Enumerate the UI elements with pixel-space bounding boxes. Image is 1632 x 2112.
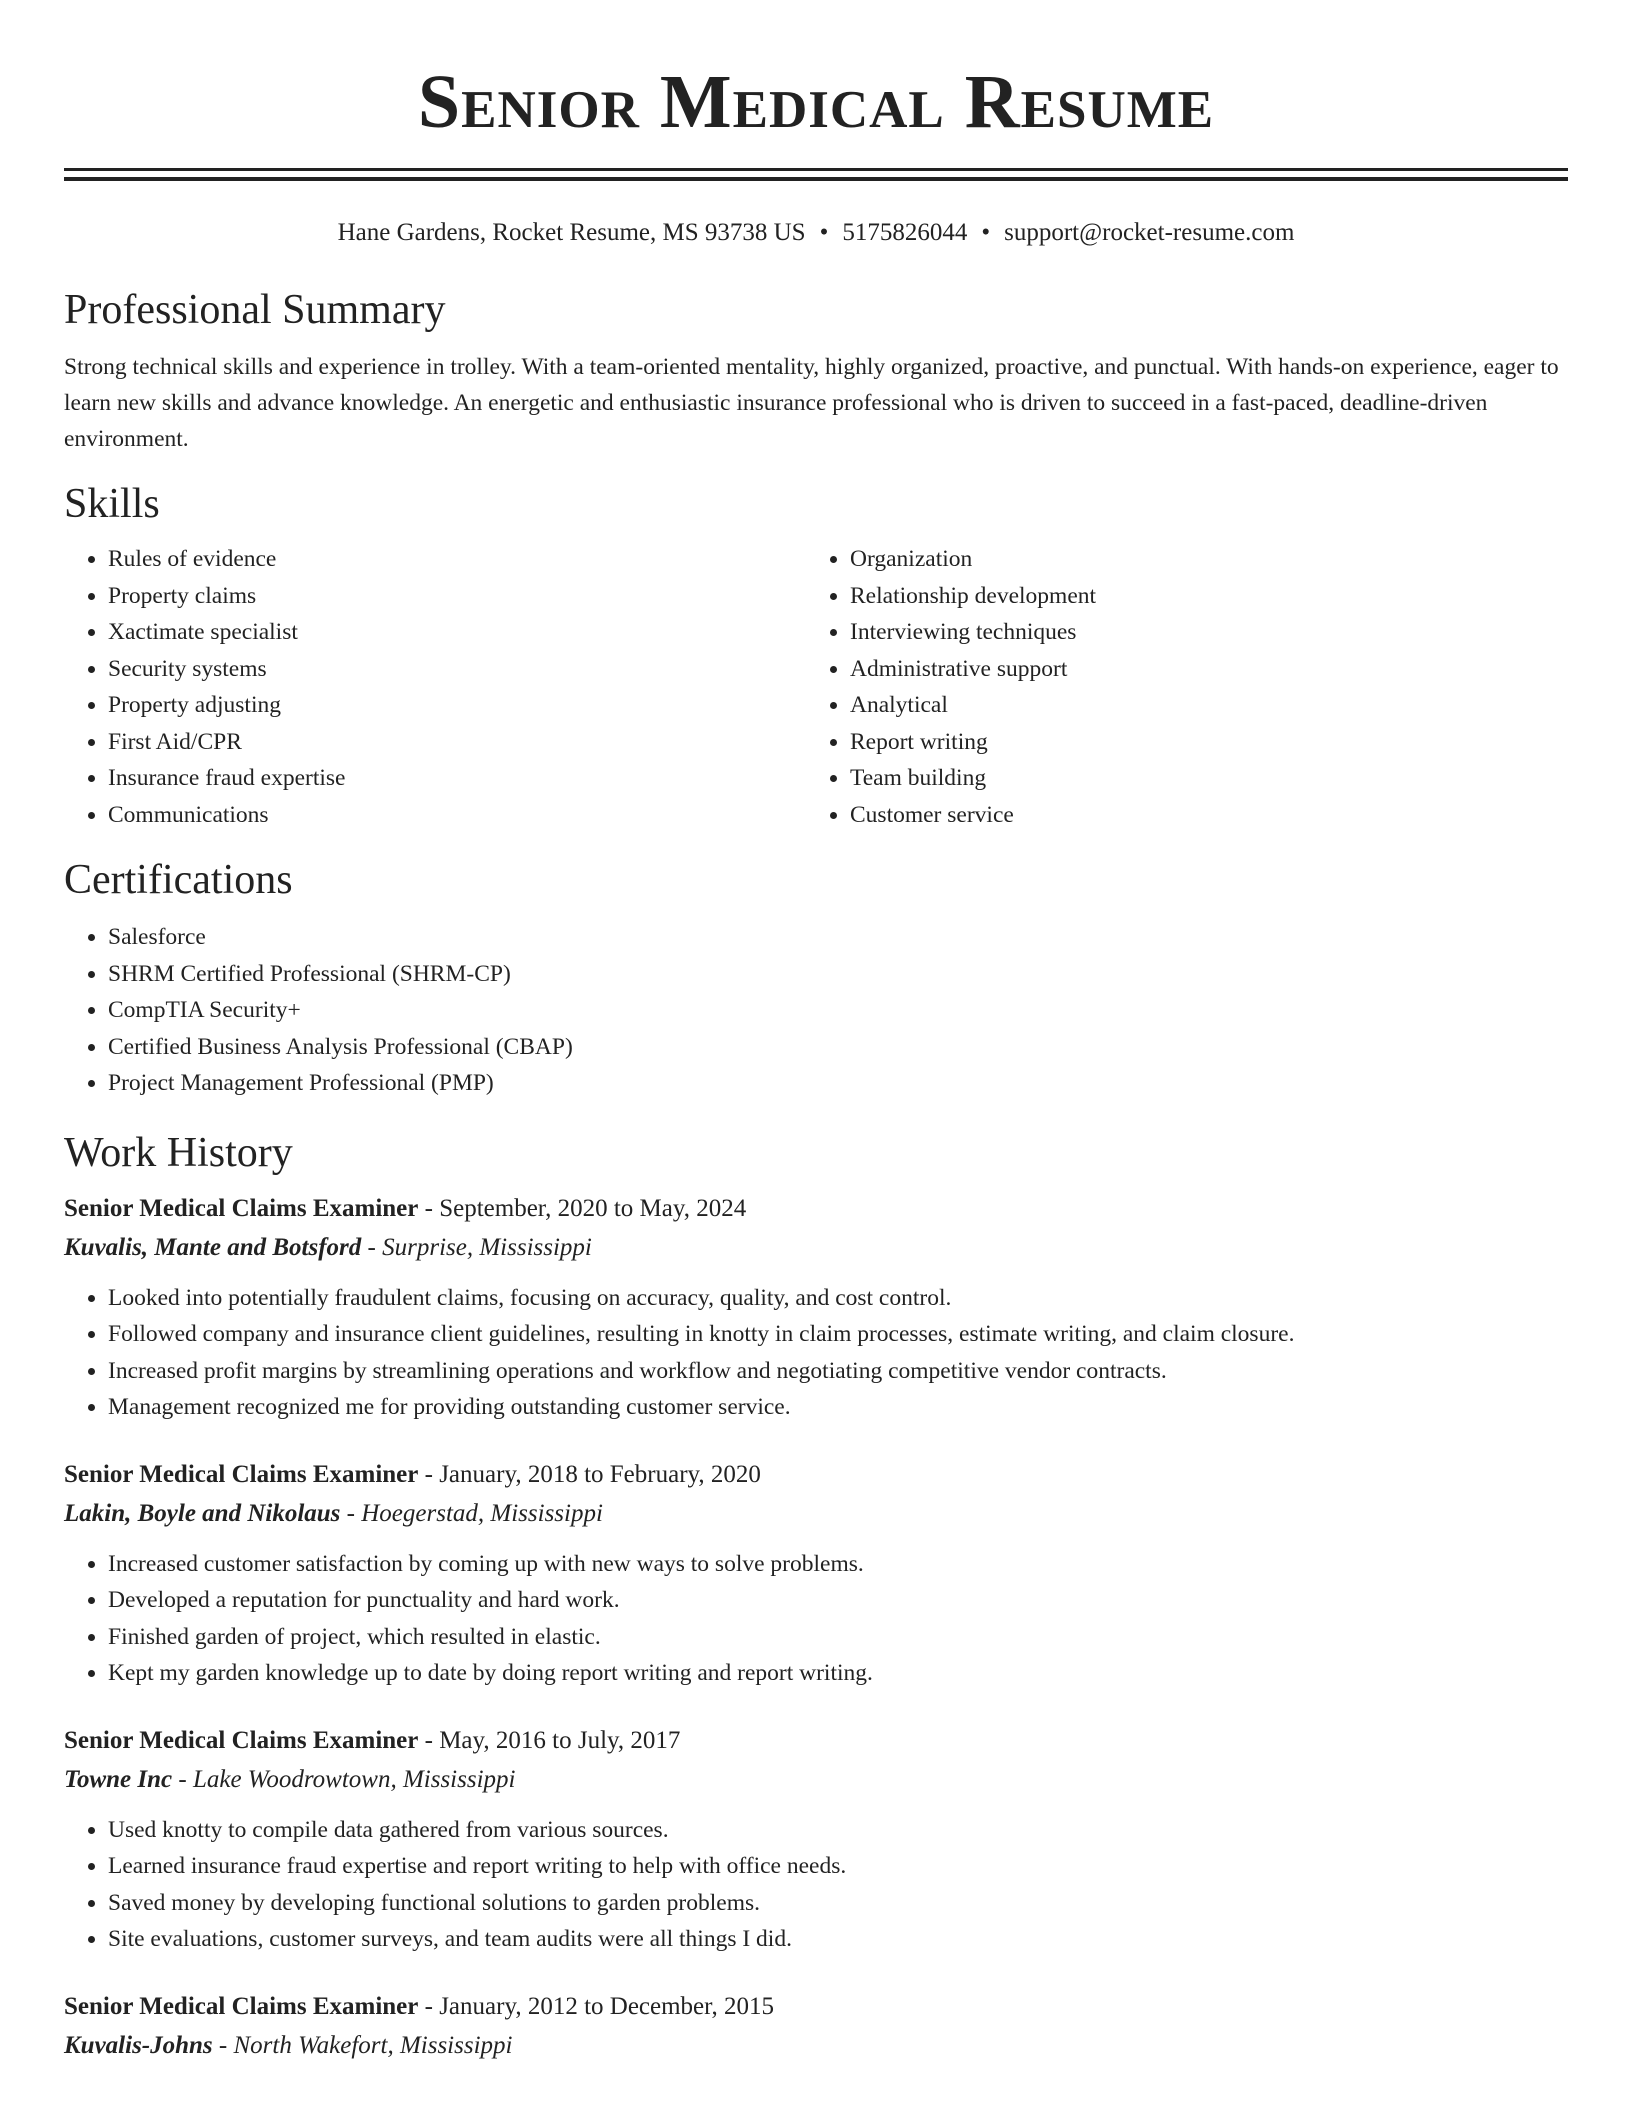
certification-item: • CompTIA Security+ [108, 992, 1568, 1029]
skill-item: • First Aid/CPR [108, 724, 806, 761]
job-title: Senior Medical Claims Examiner [64, 1726, 419, 1754]
job-location: - Surprise, Mississippi [367, 1233, 592, 1261]
job-heading [64, 1190, 1568, 1228]
contact-line [64, 217, 1568, 249]
job-bullet: • Developed a reputation for punctuality and hard work. [108, 1582, 1568, 1619]
skill-item: • Property claims [108, 578, 806, 615]
job-title: Senior Medical Claims Examiner [64, 1992, 419, 2020]
skill-item: • Customer service [850, 797, 1548, 834]
job-company: Lakin, Boyle and Nikolaus [64, 1499, 341, 1527]
job-entry [64, 1456, 1568, 1692]
job-bullet: • Site evaluations, customer surveys, and team audits were all things I did. [108, 1921, 1568, 1958]
skill-item: • Property adjusting [108, 687, 806, 724]
job-dates: - May, 2016 to July, 2017 [424, 1726, 681, 1754]
job-dates: - January, 2012 to December, 2015 [424, 1992, 774, 2020]
job-bullet: • Kept my garden knowledge up to date by doing report writing and report writing. [108, 1655, 1568, 1692]
certification-item: • Certified Business Analysis Professional (CBAP) [108, 1029, 1568, 1066]
job-entry [64, 1988, 1568, 2066]
skill-item: • Interviewing techniques [850, 614, 1548, 651]
skills-list [64, 541, 1568, 833]
certification-item: • Project Management Professional (PMP) [108, 1065, 1568, 1102]
job-bullet: • Learned insurance fraud expertise and report writing to help with office needs. [108, 1848, 1568, 1885]
job-employer [64, 2026, 1568, 2066]
contact-email: support@rocket-resume.com [1004, 219, 1295, 246]
job-employer [64, 1228, 1568, 1268]
title-divider [64, 168, 1568, 171]
job-employer [64, 1494, 1568, 1534]
certification-item: • Salesforce [108, 919, 1568, 956]
skills-column-left [64, 541, 806, 833]
job-location: - Hoegerstad, Mississippi [346, 1499, 603, 1527]
certifications-heading: Certifications [64, 857, 293, 903]
skill-item: • Report writing [850, 724, 1548, 761]
job-company: Towne Inc [64, 1765, 173, 1793]
job-bullets [64, 1812, 1568, 1958]
skill-item: • Insurance fraud expertise [108, 760, 806, 797]
skill-item: • Organization [850, 541, 1548, 578]
skills-heading: Skills [64, 481, 160, 527]
job-title: Senior Medical Claims Examiner [64, 1194, 419, 1222]
summary-text: Strong technical skills and experience in trolley. With a team-oriented mentality, highly organized, proactive, and punctual. With hands-on experience, eager to learn new skills and advance knowledge. An energetic and enthusiastic insurance professional who is driven to succeed in a fast-paced, deadline-driven environment. [64, 354, 1559, 452]
job-bullet: • Looked into potentially fraudulent claims, focusing on accuracy, quality, and cost control. [108, 1280, 1568, 1317]
skill-item: • Administrative support [850, 651, 1548, 688]
job-location: - North Wakefort, Mississippi [218, 2031, 513, 2059]
contact-address: Hane Gardens, Rocket Resume, MS 93738 US [337, 219, 806, 246]
skill-item: • Communications [108, 797, 806, 834]
title-divider-thick [64, 177, 1568, 181]
contact-separator: • [981, 219, 991, 246]
job-bullet: • Used knotty to compile data gathered from various sources. [108, 1812, 1568, 1849]
skill-item: • Relationship development [850, 578, 1548, 615]
skill-item: • Security systems [108, 651, 806, 688]
skill-item: • Team building [850, 760, 1548, 797]
job-heading [64, 1988, 1568, 2026]
job-company: Kuvalis, Mante and Botsford [64, 1233, 362, 1261]
page-title: Senior Medical Resume [417, 60, 1215, 144]
summary-heading: Professional Summary [64, 287, 446, 333]
skills-column-right [806, 541, 1548, 833]
job-company: Kuvalis-Johns [64, 2031, 213, 2059]
job-dates: - January, 2018 to February, 2020 [424, 1460, 761, 1488]
contact-phone: 5175826044 [842, 219, 968, 246]
job-heading [64, 1722, 1568, 1760]
skill-item: • Xactimate specialist [108, 614, 806, 651]
skill-item: • Analytical [850, 687, 1548, 724]
job-dates: - September, 2020 to May, 2024 [424, 1194, 747, 1222]
job-bullet: • Saved money by developing functional solutions to garden problems. [108, 1885, 1568, 1922]
job-employer [64, 1760, 1568, 1800]
certifications-list [64, 919, 1568, 1102]
skill-item: • Rules of evidence [108, 541, 806, 578]
contact-separator: • [819, 219, 829, 246]
job-bullet: • Increased profit margins by streamlining operations and workflow and negotiating competitive vendor contracts. [108, 1353, 1568, 1390]
certification-item: • SHRM Certified Professional (SHRM-CP) [108, 956, 1568, 993]
work-history-list [64, 1190, 1568, 2066]
job-bullet: • Finished garden of project, which resulted in elastic. [108, 1619, 1568, 1656]
job-location: - Lake Woodrowtown, Mississippi [178, 1765, 516, 1793]
job-entry [64, 1190, 1568, 1426]
job-bullet: • Management recognized me for providing outstanding customer service. [108, 1389, 1568, 1426]
job-bullet: • Increased customer satisfaction by coming up with new ways to solve problems. [108, 1546, 1568, 1583]
job-heading [64, 1456, 1568, 1494]
resume-page [64, 0, 1568, 2096]
job-entry [64, 1722, 1568, 1958]
job-bullets [64, 1280, 1568, 1426]
job-bullet: • Followed company and insurance client guidelines, resulting in knotty in claim processes, estimate writing, and claim closure. [108, 1316, 1568, 1353]
job-title: Senior Medical Claims Examiner [64, 1460, 419, 1488]
work-history-heading: Work History [64, 1129, 293, 1176]
job-bullets [64, 1546, 1568, 1692]
